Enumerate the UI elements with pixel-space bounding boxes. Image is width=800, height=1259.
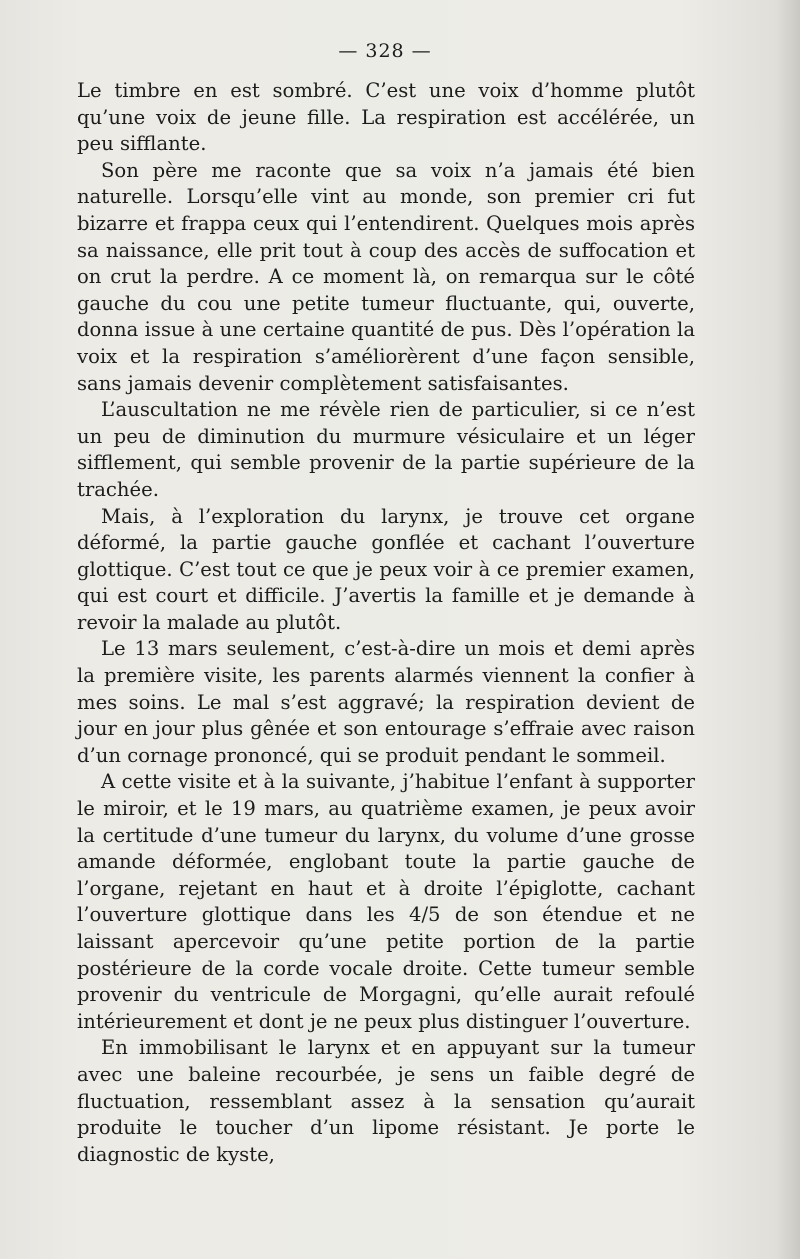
paragraph: A cette visite et à la suivante, j’habitue l’enfant à supporter le miroir, et le 19 mars, au quatrième examen, je peux avoir la certitude d’une tumeur du larynx, du volume d’une grosse amande déformée, englobant toute la partie gauche de l’organe, rejetant en haut et à droite l’épiglotte, cachant l’ouverture glottique dans les 4/5 de son étendue et ne laissant apercevoir qu’une petite portion de la partie postérieure de la corde vocale droite. Cette tumeur semble provenir du ventricule de Morgagni, qu’elle aurait refoulé intérieurement et dont je ne peux plus distinguer l’ouverture.: [77, 770, 695, 1033]
page-number: — 328 —: [338, 40, 432, 62]
paragraph: Son père me raconte que sa voix n’a jamais été bien naturelle. Lorsqu’elle vint au monde, son premier cri fut bizarre et frappa ceux qui l’entendirent. Quelques mois après sa naissance, elle prit tout à coup des accès de suffocation et on crut la perdre. A ce moment là, on remarqua sur le côté gauche du cou une petite tumeur fluctuante, qui, ouverte, donna issue à une certaine quantité de pus. Dès l’opération la voix et la respiration s’améliorèrent d’une façon sensible, sans jamais devenir complètement satisfaisantes.: [77, 158, 695, 395]
paragraph: L’auscultation ne me révèle rien de particulier, si ce n’est un peu de diminution du murmure vésiculaire et un léger sifflement, qui semble provenir de la partie supérieure de la trachée.: [77, 398, 695, 501]
paragraph: Le 13 mars seulement, c’est-à-dire un mois et demi après la première visite, les parents alarmés viennent la confier à mes soins. Le mal s’est aggravé; la respiration devient de jour en jour plus gênée et son entourage s’effraie avec raison d’un cornage prononcé, qui se produit pendant le sommeil.: [77, 637, 695, 767]
page-edge-shadow: [776, 0, 800, 1259]
body-text: [77, 78, 695, 1168]
paragraph: En immobilisant le larynx et en appuyant sur la tumeur avec une baleine recourbée, je sens un faible degré de fluctuation, ressemblant assez à la sensation qu’aurait produite le toucher d’un lipome résistant. Je porte le diagnostic de kyste,: [77, 1036, 695, 1166]
paragraph: Le timbre en est sombré. C’est une voix d’homme plutôt qu’une voix de jeune fille. La respiration est accélérée, un peu sifflante.: [77, 79, 695, 156]
paragraph: Mais, à l’exploration du larynx, je trouve cet organe déformé, la partie gauche gonflée et cachant l’ouverture glottique. C’est tout ce que je peux voir à ce premier examen, qui est court et difficile. J’avertis la famille et je demande à revoir la malade au plutôt.: [77, 504, 695, 634]
